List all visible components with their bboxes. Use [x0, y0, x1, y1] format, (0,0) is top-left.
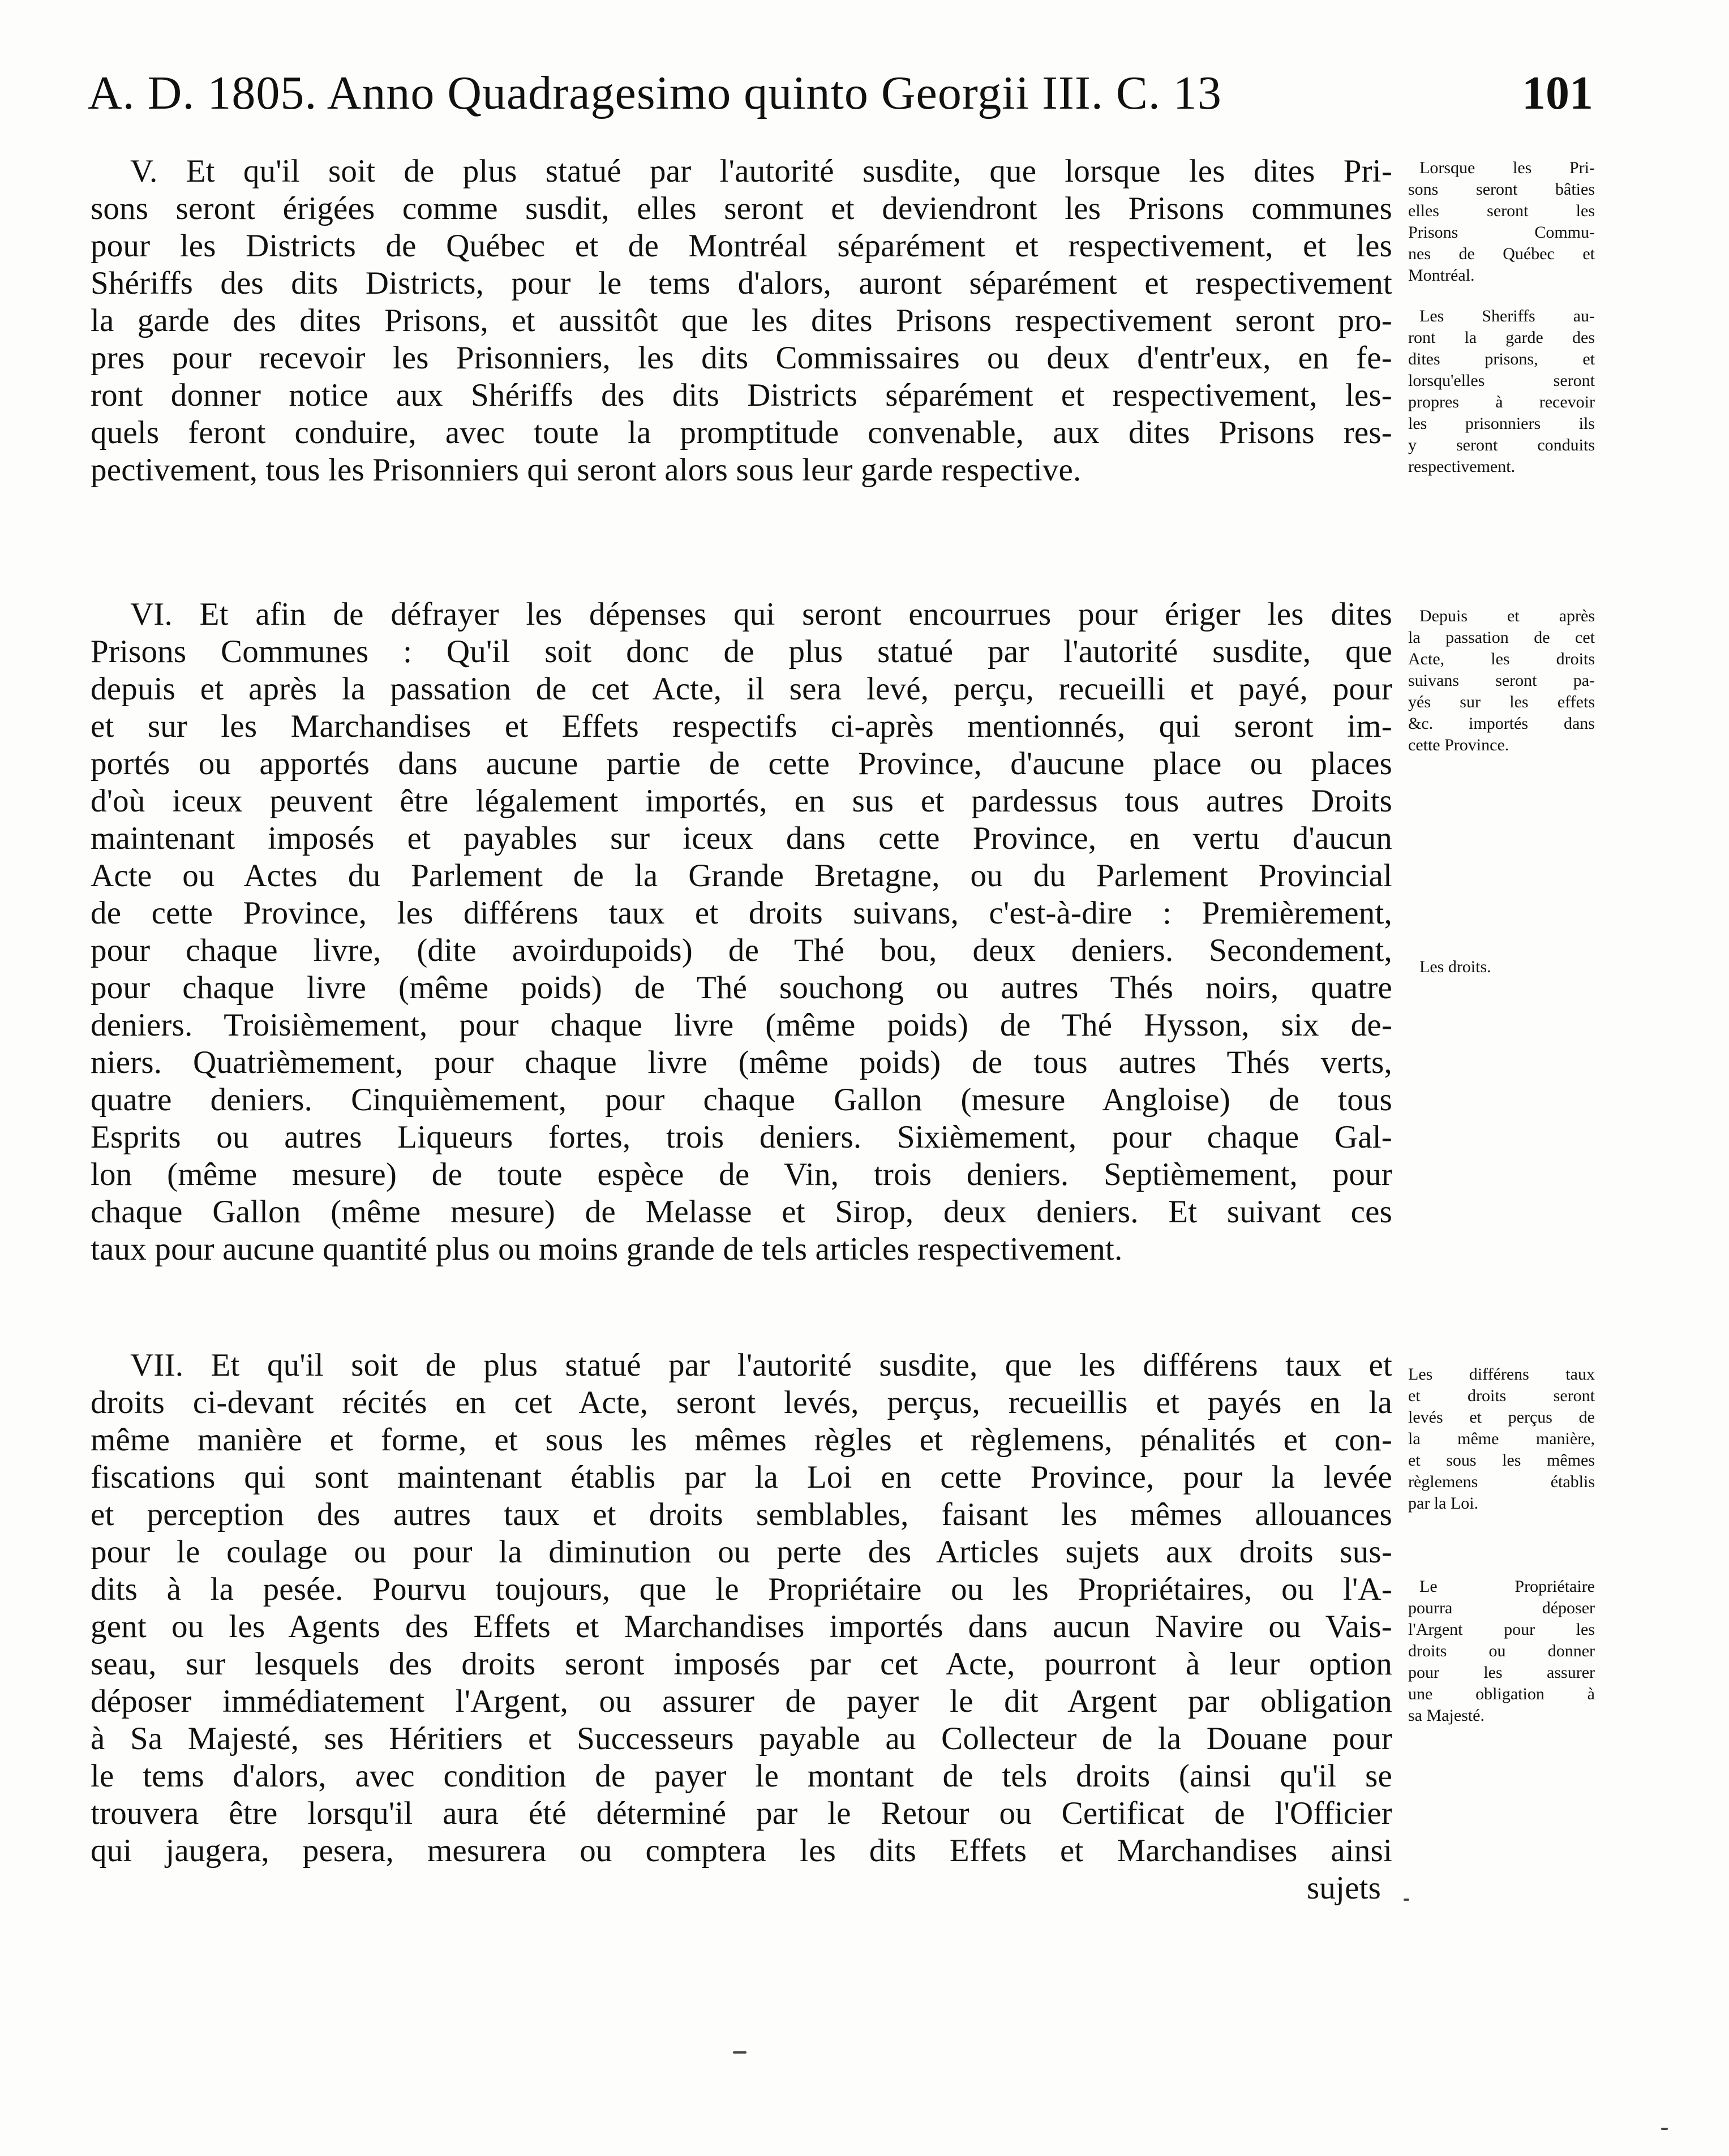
text-line: chaque Gallon (même mesure) de Melasse et Sirop, deux deniers. Et suivant ces	[91, 1194, 1392, 1230]
note-line: yés sur les effets	[1408, 693, 1595, 711]
text-line: dits à la pesée. Pourvu toujours, que le Propriétaire ou les Propriétaires, ou l'A-	[91, 1571, 1392, 1607]
note-line: propres à recevoir	[1408, 393, 1595, 411]
text-line: pour chaque livre (même poids) de Thé souchong ou autres Thés noirs, quatre	[91, 970, 1392, 1006]
text-line: droits ci-devant récités en cet Acte, seront levés, perçus, recueillis et payés en la	[91, 1385, 1392, 1420]
text-line: à Sa Majesté, ses Héritiers et Successeurs payable au Collecteur de la Douane pour	[91, 1721, 1392, 1756]
text-line: sons seront érigées comme susdit, elles seront et deviendront les Prisons communes	[91, 191, 1392, 226]
note-line: y seront conduits	[1408, 436, 1595, 454]
note-line: pourra déposer	[1408, 1599, 1595, 1617]
text-line: déposer immédiatement l'Argent, ou assurer de payer le dit Argent par obligation	[91, 1683, 1392, 1719]
note-line: sa Majesté.	[1408, 1706, 1485, 1725]
text-line: quels feront conduire, avec toute la promptitude convenable, aux dites Prisons res-	[91, 415, 1392, 450]
text-line: Esprits ou autres Liqueurs fortes, trois deniers. Sixièmement, pour chaque Gal-	[91, 1119, 1392, 1155]
text-line: maintenant imposés et payables sur iceux dans cette Province, en vertu d'aucun	[91, 821, 1392, 856]
text-line: deniers. Troisièmement, pour chaque livre (même poids) de Thé Hysson, six de-	[91, 1007, 1392, 1043]
note-line: respectivement.	[1408, 457, 1516, 476]
ink-speck	[1661, 2128, 1668, 2130]
note-line: par la Loi.	[1408, 1494, 1479, 1513]
ink-speck	[1404, 1899, 1409, 1901]
note-line: cette Province.	[1408, 736, 1509, 754]
text-line: gent ou les Agents des Effets et Marchandises importés dans aucun Navire ou Vais-	[91, 1609, 1392, 1644]
note-line: une obligation à	[1408, 1685, 1595, 1703]
text-line: pour chaque livre, (dite avoirdupoids) de Thé bou, deux deniers. Secondement,	[91, 933, 1392, 968]
section-vii	[91, 1347, 1392, 1907]
page-number: 101	[1522, 67, 1593, 119]
margin-note	[1408, 1364, 1595, 1514]
text-line: et sur les Marchandises et Effets respectifs ci-après mentionnés, qui seront im-	[91, 708, 1392, 744]
text-line: portés ou apportés dans aucune partie de cette Province, d'aucune place ou places	[91, 746, 1392, 781]
note-line: ront la garde des	[1408, 328, 1595, 347]
catchword: sujets	[1306, 1870, 1381, 1906]
text-line: quatre deniers. Cinquièmement, pour chaque Gallon (mesure Angloise) de tous	[91, 1082, 1392, 1118]
note-line: Lorsque les Pri-	[1419, 158, 1595, 177]
text-line: trouvera être lorsqu'il aura été déterminé par le Retour ou Certificat de l'Officier	[91, 1796, 1392, 1831]
text-line: lon (même mesure) de toute espèce de Vin, trois deniers. Septièmement, pour	[91, 1157, 1392, 1192]
text-line: depuis et après la passation de cet Acte, il sera levé, perçu, recueilli et payé, pour	[91, 671, 1392, 707]
note-line: Acte, les droits	[1408, 650, 1595, 668]
text-line: qui jaugera, pesera, mesurera ou comptera les dits Effets et Marchandises ainsi	[91, 1833, 1392, 1869]
margin-note	[1408, 605, 1595, 756]
note-line: suivans seront pa-	[1408, 671, 1595, 690]
margin-note	[1408, 1576, 1595, 1726]
note-line: la passation de cet	[1408, 628, 1595, 647]
text-line: le tems d'alors, avec condition de payer le montant de tels droits (ainsi qu'il se	[91, 1758, 1392, 1794]
text-line: d'où iceux peuvent être légalement importés, en sus et pardessus tous autres Droits	[91, 783, 1392, 819]
note-line: nes de Québec et	[1408, 244, 1595, 263]
text-line: pectivement, tous les Prisonniers qui seront alors sous leur garde respective.	[91, 452, 1082, 488]
note-line: l'Argent pour les	[1408, 1620, 1595, 1639]
text-line: Acte ou Actes du Parlement de la Grande Bretagne, ou du Parlement Provincial	[91, 858, 1392, 894]
note-line: pour les assurer	[1408, 1663, 1595, 1682]
note-line: Le Propriétaire	[1419, 1577, 1595, 1596]
text-line: ront donner notice aux Shériffs des dits Districts séparément et respectivement, les-	[91, 377, 1392, 413]
note-line: Prisons Commu-	[1408, 223, 1595, 242]
note-line: elles seront les	[1408, 201, 1595, 220]
text-line: de cette Province, les différens taux et droits suivans, c'est-à-dire : Premièrement,	[91, 895, 1392, 931]
text-line: taux pour aucune quantité plus ou moins grande de tels articles respectivement.	[91, 1231, 1123, 1267]
note-line: levés et perçus de	[1408, 1408, 1595, 1427]
note-line: la même manière,	[1408, 1429, 1595, 1448]
text-line: même manière et forme, et sous les mêmes règles et règlemens, pénalités et con-	[91, 1422, 1392, 1458]
margin-note	[1408, 157, 1595, 286]
running-header	[88, 59, 1593, 127]
note-line: lorsqu'elles seront	[1408, 371, 1595, 390]
note-line: et sous les mêmes	[1408, 1451, 1595, 1470]
margin-note	[1408, 306, 1595, 478]
text-line: la garde des dites Prisons, et aussitôt que les dites Prisons respectivement seront pro-	[91, 303, 1392, 338]
text-line: pour les Districts de Québec et de Montréal séparément et respectivement, et les	[91, 228, 1392, 264]
section-vi	[91, 596, 1392, 1268]
text-line: pres pour recevoir les Prisonniers, les dits Commissaires ou deux d'entr'eux, en fe-	[91, 340, 1392, 376]
note-line: Montréal.	[1408, 266, 1475, 285]
text-line: fiscations qui sont maintenant établis par la Loi en cette Province, pour la levée	[91, 1459, 1392, 1495]
text-line: et perception des autres taux et droits semblables, faisant les mêmes allouances	[91, 1497, 1392, 1532]
note-line: Les différens taux	[1408, 1365, 1595, 1384]
note-line: Depuis et après	[1419, 607, 1595, 625]
running-title: A. D. 1805. Anno Quadragesimo quinto Georgii III. C. 13	[88, 67, 1222, 119]
margin-note	[1408, 956, 1595, 978]
text-line: seau, sur lesquels des droits seront imposés par cet Acte, pourront à leur option	[91, 1646, 1392, 1682]
note-line: Les Sheriffs au-	[1419, 307, 1595, 325]
ink-speck	[733, 2051, 746, 2054]
text-line: V. Et qu'il soit de plus statué par l'autorité susdite, que lorsque les dites Pri-	[130, 153, 1392, 189]
text-line: VI. Et afin de défrayer les dépenses qui seront encourrues pour ériger les dites	[130, 596, 1392, 632]
note-line: règlemens établis	[1408, 1472, 1595, 1491]
note-line: droits ou donner	[1408, 1642, 1595, 1660]
note-line: &c. importés dans	[1408, 714, 1595, 733]
note-line: dites prisons, et	[1408, 350, 1595, 368]
text-line: pour le coulage ou pour la diminution ou perte des Articles sujets aux droits sus-	[91, 1534, 1392, 1570]
text-line: niers. Quatrièmement, pour chaque livre (même poids) de tous autres Thés verts,	[91, 1045, 1392, 1080]
note-line: Les droits.	[1419, 957, 1491, 976]
section-v	[91, 153, 1392, 489]
text-line: VII. Et qu'il soit de plus statué par l'autorité susdite, que les différens taux et	[130, 1347, 1392, 1383]
note-line: sons seront bâties	[1408, 180, 1595, 199]
text-line: Prisons Communes : Qu'il soit donc de plus statué par l'autorité susdite, que	[91, 634, 1392, 669]
note-line: et droits seront	[1408, 1386, 1595, 1405]
note-line: les prisonniers ils	[1408, 414, 1595, 433]
text-line: Shériffs des dits Districts, pour le tems d'alors, auront séparément et respectivement	[91, 265, 1392, 301]
